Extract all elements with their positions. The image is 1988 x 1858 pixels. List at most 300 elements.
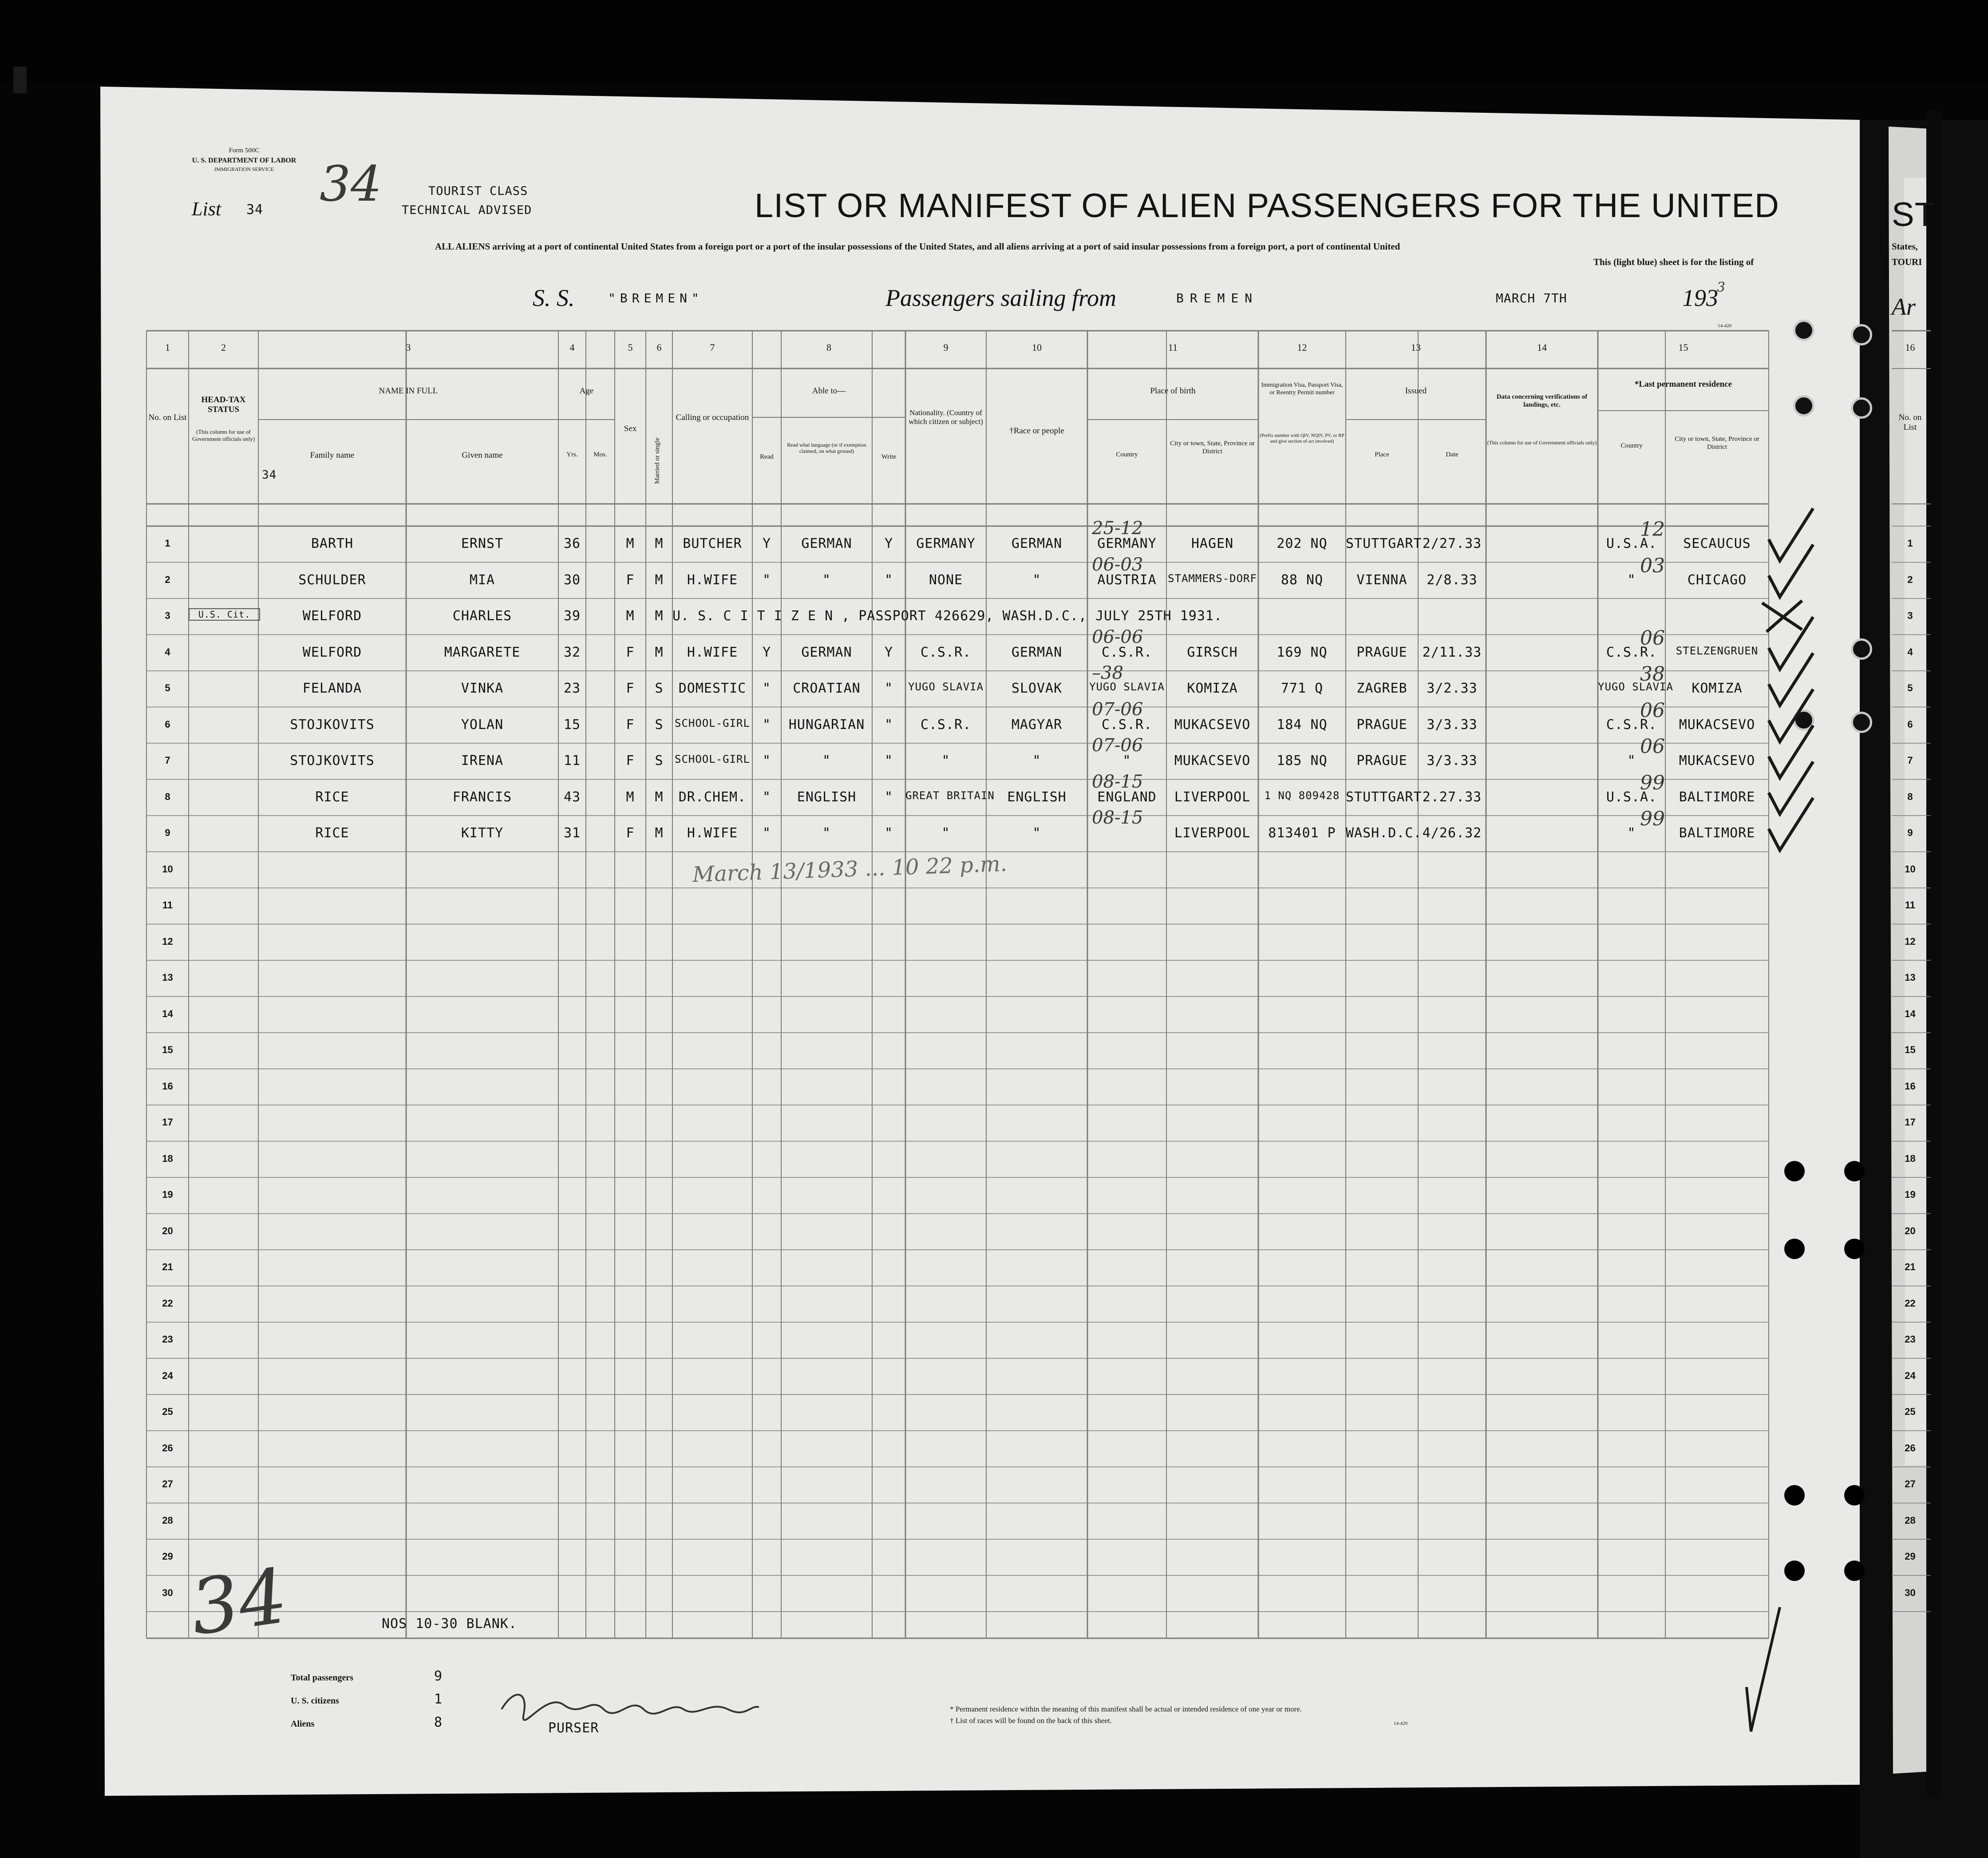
next-page-intro-2: TOURI	[1892, 257, 1922, 267]
occupation: BUTCHER	[683, 536, 742, 551]
column-number: 10	[1032, 342, 1042, 353]
issued-place: STUTTGART	[1346, 789, 1422, 805]
marital-status: S	[655, 717, 664, 733]
birth-city: GIRSCH	[1187, 644, 1238, 660]
family-name: SCHULDER	[298, 572, 366, 588]
handwritten-birth-code: 06-03	[1092, 554, 1143, 575]
sex: M	[626, 789, 635, 805]
marital-status: M	[655, 608, 664, 624]
handwritten-residence-code: 06	[1640, 735, 1665, 758]
age-years: 31	[563, 825, 581, 841]
next-page-arrival: Ar	[1892, 293, 1916, 320]
residence-country: C.S.R.	[1606, 717, 1657, 733]
header-nationality: Nationality. (Country of which citizen or subject)	[909, 408, 983, 426]
race: SLOVAK	[1011, 681, 1063, 696]
family-name: STOJKOVITS	[290, 717, 375, 733]
nationality: C.S.R.	[920, 717, 972, 733]
birth-country: GERMANY	[1097, 536, 1157, 551]
row-number-right: 5	[1907, 682, 1913, 693]
head-tax-status: U.S. Cit.	[189, 608, 260, 621]
can-read: "	[762, 572, 771, 588]
can-read: "	[762, 717, 771, 733]
issued-place: PRAGUE	[1356, 644, 1407, 660]
header-issued: Issued	[1405, 386, 1427, 396]
row-number: 23	[162, 1334, 173, 1345]
header-visa-note: (Prefix number with QIV, NQIV, PV, or RP and give section of act involved)	[1260, 433, 1344, 444]
header-visa-number: Immigration Visa, Passport Visa, or Reentry Permit number	[1261, 382, 1343, 396]
marital-status: M	[655, 825, 664, 841]
header-able-to: Able to—	[812, 386, 846, 396]
column-number: 4	[569, 342, 575, 353]
family-name: RICE	[315, 789, 349, 805]
sailing-year: 193	[1682, 285, 1718, 311]
row-number-right: 2	[1907, 574, 1913, 585]
read-language: HUNGARIAN	[788, 717, 865, 733]
can-write: "	[884, 681, 893, 696]
row-number-right: 4	[1907, 646, 1913, 658]
residence-country: "	[1627, 753, 1636, 769]
given-name: YOLAN	[461, 717, 504, 733]
birth-city: KOMIZA	[1187, 681, 1238, 696]
department-name: U. S. DEPARTMENT OF LABOR	[192, 157, 296, 164]
issued-place: PRAGUE	[1356, 753, 1407, 769]
occupation: DR.CHEM.	[678, 789, 747, 805]
given-name: KITTY	[461, 825, 504, 841]
row-number: 5	[165, 682, 170, 693]
given-name: CHARLES	[452, 608, 512, 624]
occupation: SCHOOL-GIRL	[675, 717, 750, 729]
us-citizen-note: U. S. C I T I Z E N , PASSPORT 426629, WASH.D.C., JULY 25TH 1931.	[672, 608, 1222, 624]
occupation: SCHOOL-GIRL	[675, 753, 750, 765]
read-language: "	[822, 825, 831, 841]
birth-city: LIVERPOOL	[1174, 825, 1251, 841]
sex: F	[626, 572, 635, 588]
birth-city: HAGEN	[1191, 536, 1234, 551]
issued-place: STUTTGART	[1346, 536, 1422, 551]
nationality: C.S.R.	[920, 644, 972, 660]
issued-date: 3/2.33	[1427, 681, 1478, 696]
column-number: 16	[1905, 342, 1915, 353]
row-number: 11	[162, 899, 173, 911]
header-read: Read	[760, 453, 774, 460]
row-number-right: 12	[1905, 935, 1916, 947]
list-number-handwritten: 34	[320, 155, 382, 212]
family-name: WELFORD	[302, 644, 362, 660]
issued-date: 2/27.33	[1422, 536, 1482, 551]
birth-city: LIVERPOOL	[1174, 789, 1251, 805]
residence-city: BALTIMORE	[1679, 825, 1755, 841]
header-head-tax-note: (This column for use of Government officials only)	[192, 428, 255, 442]
nationality: "	[941, 825, 950, 841]
issued-date: 3/3.33	[1427, 717, 1478, 733]
birth-city: MUKACSEVO	[1174, 753, 1251, 769]
can-read: Y	[762, 644, 771, 660]
can-write: "	[884, 753, 893, 769]
visa-number: 185 NQ	[1277, 753, 1328, 769]
column-number: 8	[826, 342, 831, 353]
birth-country: "	[1122, 753, 1131, 769]
column-number: 3	[406, 342, 411, 353]
read-language: CROATIAN	[793, 681, 861, 696]
header-read-language: Read what language (or if exemption claimed, on what ground)	[787, 442, 866, 455]
marital-status: S	[655, 681, 664, 696]
issued-date: 2/11.33	[1422, 644, 1482, 660]
nos-blank-note: NOS 10-30 BLANK.	[382, 1616, 517, 1632]
sailing-from-label: Passengers sailing from	[885, 285, 1117, 311]
list-label: List	[192, 198, 221, 220]
row-number-right: 30	[1905, 1587, 1916, 1598]
issued-date: 2/8.33	[1427, 572, 1478, 588]
row-number: 3	[165, 610, 170, 621]
header-issued-date: Date	[1446, 451, 1458, 458]
visa-number: 813401 P	[1268, 825, 1336, 841]
header-no-on-list-right: No. on List	[1898, 413, 1922, 432]
row-number: 14	[162, 1008, 173, 1019]
marital-status: S	[655, 753, 664, 769]
residence-city: SECAUCUS	[1683, 536, 1751, 551]
issued-place: PRAGUE	[1356, 717, 1407, 733]
read-language: GERMAN	[801, 644, 852, 660]
row-number: 21	[162, 1261, 173, 1272]
arrival-stamp-handwriting: March 13/1933 ... 10 22 p.m.	[692, 851, 1008, 887]
race: "	[1032, 753, 1041, 769]
row-number: 8	[165, 791, 170, 802]
row-number: 7	[165, 755, 170, 766]
occupation: H.WIFE	[687, 644, 738, 660]
handwritten-residence-code: 99	[1640, 808, 1665, 830]
manifest-title: LIST OR MANIFEST OF ALIEN PASSENGERS FOR THE UNITED	[755, 187, 1779, 225]
given-name: FRANCIS	[452, 789, 512, 805]
can-write: "	[884, 717, 893, 733]
header-write: Write	[881, 453, 897, 460]
handwritten-residence-code: 06	[1640, 699, 1665, 722]
row-number-right: 10	[1905, 863, 1916, 875]
aliens-value: 8	[434, 1715, 443, 1730]
residence-country: "	[1627, 825, 1636, 841]
age-years: 36	[563, 536, 581, 551]
row-number: 18	[162, 1153, 173, 1164]
visa-number: 202 NQ	[1277, 536, 1328, 551]
row-number-right: 22	[1905, 1297, 1916, 1309]
residence-city: MUKACSEVO	[1679, 753, 1755, 769]
row-number-right: 26	[1905, 1442, 1916, 1454]
sailing-year-hand: 3	[1717, 280, 1726, 295]
header-age: Age	[579, 386, 594, 396]
row-number-right: 28	[1905, 1514, 1916, 1526]
row-number-right: 23	[1905, 1334, 1916, 1345]
can-write: "	[884, 789, 893, 805]
row-number-right: 7	[1907, 755, 1913, 766]
row-number-right: 27	[1905, 1478, 1916, 1490]
row-number: 16	[162, 1080, 173, 1092]
header-occupation: Calling or occupation	[676, 413, 749, 422]
can-read: "	[762, 825, 771, 841]
birth-city: STAMMERS-DORF	[1168, 572, 1257, 585]
row-number-right: 20	[1905, 1225, 1916, 1236]
column-number: 13	[1411, 342, 1421, 353]
row-number: 24	[162, 1370, 173, 1381]
header-issued-place: Place	[1375, 451, 1389, 458]
footnote-races: † List of races will be found on the back of this sheet.	[950, 1716, 1112, 1725]
residence-city: BALTIMORE	[1679, 789, 1755, 805]
given-name: ERNST	[461, 536, 504, 551]
ship-name: "BREMEN"	[608, 291, 704, 305]
age-years: 15	[563, 717, 581, 733]
birth-country: ENGLAND	[1097, 789, 1157, 805]
nationality: "	[941, 753, 950, 769]
visa-number: 771 Q	[1281, 681, 1324, 696]
age-years: 23	[563, 681, 581, 696]
row-number-right: 21	[1905, 1261, 1916, 1272]
header-place-of-birth: Place of birth	[1150, 386, 1196, 396]
race: "	[1032, 572, 1041, 588]
given-name: VINKA	[461, 681, 504, 696]
class-line-2: TECHNICAL ADVISED	[402, 203, 532, 217]
row-number: 30	[162, 1587, 173, 1598]
final-check-mark	[1747, 1607, 1780, 1731]
read-language: "	[822, 753, 831, 769]
issued-date: 2.27.33	[1422, 789, 1482, 805]
row-number-right: 8	[1907, 791, 1913, 802]
nationality: NONE	[929, 572, 963, 588]
residence-country: U.S.A.	[1606, 789, 1657, 805]
intro-text-1: ALL ALIENS arriving at a port of continental United States from a foreign port or a port of the insular possessions of the United States, and all aliens arriving at a port of said insular possessions from a foreign port, a port of continental United	[435, 241, 1400, 252]
header-head-tax: HEAD-TAX STATUS	[201, 395, 246, 414]
family-name: FELANDA	[302, 681, 362, 696]
issued-place: ZAGREB	[1356, 681, 1407, 696]
margin-handwritten-34: 34	[185, 1552, 293, 1653]
row-number-right: 29	[1905, 1551, 1916, 1562]
sex: M	[626, 608, 635, 624]
total-passengers-label: Total passengers	[291, 1673, 353, 1683]
occupation: H.WIFE	[687, 825, 738, 841]
row-number: 4	[165, 646, 170, 658]
row-number-right: 9	[1907, 827, 1913, 838]
sex: F	[626, 753, 635, 769]
residence-country: "	[1627, 572, 1636, 588]
family-name: STOJKOVITS	[290, 753, 375, 769]
next-page-intro-1: States,	[1892, 241, 1918, 252]
row-number: 26	[162, 1442, 173, 1454]
age-years: 39	[563, 608, 581, 624]
departure-port: BREMEN	[1176, 291, 1259, 305]
header-birth-country: Country	[1116, 451, 1138, 458]
header-last-residence: *Last permanent residence	[1634, 380, 1732, 389]
family-name: RICE	[315, 825, 349, 841]
row-number: 9	[165, 827, 170, 838]
residence-country: C.S.R.	[1606, 644, 1657, 660]
header-no-on-list: No. on List	[148, 413, 187, 422]
can-read: "	[762, 789, 771, 805]
column-number: 11	[1168, 342, 1178, 353]
ss-label: S. S.	[533, 285, 575, 311]
handwritten-residence-code: 12	[1640, 518, 1665, 541]
row-number-right: 15	[1905, 1044, 1916, 1055]
handwritten-birth-code: 25-12	[1092, 518, 1143, 539]
race: ENGLISH	[1007, 789, 1067, 805]
birth-country: C.S.R.	[1101, 717, 1153, 733]
residence-city: CHICAGO	[1687, 572, 1747, 588]
nationality: GREAT BRITAIN	[905, 789, 995, 802]
read-language: GERMAN	[801, 536, 852, 551]
row-number: 19	[162, 1189, 173, 1200]
next-page-title: ST	[1892, 196, 1936, 234]
handwritten-residence-code: 03	[1640, 554, 1665, 577]
row-number-right: 19	[1905, 1189, 1916, 1200]
family-name: WELFORD	[302, 608, 362, 624]
given-name: IRENA	[461, 753, 504, 769]
marital-status: M	[655, 789, 664, 805]
handwritten-birth-code: 08-15	[1092, 771, 1143, 792]
column-number: 2	[221, 342, 226, 353]
column-number: 14	[1537, 342, 1547, 353]
residence-country: YUGO SLAVIA	[1598, 681, 1673, 693]
handwritten-birth-code: 07-06	[1092, 699, 1143, 720]
intro-text-2: This (light blue) sheet is for the listing of	[1593, 257, 1754, 267]
us-citizens-label: U. S. citizens	[291, 1696, 339, 1706]
visa-number: 88 NQ	[1281, 572, 1324, 588]
row-number: 17	[162, 1117, 173, 1128]
race: "	[1032, 825, 1041, 841]
age-years: 11	[563, 753, 581, 769]
row-number: 13	[162, 972, 173, 983]
birth-country: AUSTRIA	[1097, 572, 1157, 588]
purser-label: PURSER	[548, 1720, 599, 1736]
row-number-right: 24	[1905, 1370, 1916, 1381]
row-number-right: 16	[1905, 1080, 1916, 1092]
birth-country: C.S.R.	[1101, 644, 1153, 660]
row-number: 1	[165, 538, 170, 549]
can-read: "	[762, 681, 771, 696]
head-tax-mark: 34	[262, 468, 277, 482]
handwritten-birth-code: 06-06	[1092, 626, 1143, 647]
residence-city: STELZENGRUEN	[1676, 644, 1759, 657]
can-read: "	[762, 753, 771, 769]
handwritten-residence-code: 99	[1640, 771, 1665, 794]
handwritten-birth-code: 07-06	[1092, 735, 1143, 756]
x-mark	[1762, 601, 1802, 632]
given-name: MIA	[469, 572, 495, 588]
issued-place: WASH.D.C.	[1346, 825, 1422, 841]
issued-date: 3/3.33	[1427, 753, 1478, 769]
age-years: 32	[563, 644, 581, 660]
given-name: MARGARETE	[444, 644, 521, 660]
list-number: 34	[246, 202, 264, 218]
nationality: YUGO SLAVIA	[908, 681, 984, 693]
can-write: "	[884, 825, 893, 841]
service-name: IMMIGRATION SERVICE	[214, 166, 274, 172]
row-number: 2	[165, 574, 170, 585]
class-line-1: TOURIST CLASS	[428, 184, 528, 198]
header-age-yrs: Yrs.	[566, 451, 578, 458]
sex: F	[626, 681, 635, 696]
handwritten-residence-code: 06	[1640, 626, 1665, 650]
residence-city: KOMIZA	[1692, 681, 1743, 696]
can-write: Y	[884, 536, 893, 551]
column-number: 15	[1678, 342, 1688, 353]
marital-status: M	[655, 572, 664, 588]
row-number: 12	[162, 935, 173, 947]
age-years: 43	[563, 789, 581, 805]
footnote-residence: * Permanent residence within the meaning of this manifest shall be actual or intended residence of one year or more.	[950, 1705, 1302, 1713]
handwritten-residence-code: 38	[1640, 663, 1665, 685]
can-read: Y	[762, 536, 771, 551]
column-number: 1	[165, 342, 170, 353]
header-given-name: Given name	[462, 451, 503, 460]
birth-city: MUKACSEVO	[1174, 717, 1251, 733]
can-write: Y	[884, 644, 893, 660]
visa-number: 184 NQ	[1277, 717, 1328, 733]
header-family-name: Family name	[310, 451, 355, 460]
row-number: 27	[162, 1478, 173, 1490]
visa-number: 169 NQ	[1277, 644, 1328, 660]
header-race: †Race or people	[1009, 426, 1064, 436]
column-number: 6	[656, 342, 662, 353]
can-write: "	[884, 572, 893, 588]
row-number-right: 18	[1905, 1153, 1916, 1164]
header-birth-city: City or town, State, Province or District	[1170, 440, 1255, 455]
header-residence-city: City or town, State, Province or District	[1675, 436, 1759, 451]
family-name: BARTH	[311, 536, 354, 551]
row-number: 6	[165, 718, 170, 730]
row-number-right: 13	[1905, 972, 1916, 983]
aliens-label: Aliens	[291, 1719, 315, 1729]
sailing-date: MARCH 7TH	[1496, 291, 1567, 305]
residence-country: U.S.A.	[1606, 536, 1657, 551]
occupation: DOMESTIC	[678, 681, 747, 696]
header-name-in-full: NAME IN FULL	[379, 386, 438, 396]
header-sex: Sex	[624, 424, 637, 433]
sex: F	[626, 825, 635, 841]
read-language: ENGLISH	[797, 789, 857, 805]
marital-status: M	[655, 644, 664, 660]
row-number: 25	[162, 1406, 173, 1417]
footnote-code: 14-420	[1394, 1721, 1408, 1726]
row-number: 28	[162, 1514, 173, 1526]
race: MAGYAR	[1011, 717, 1063, 733]
column-number: 7	[710, 342, 715, 353]
column-number: 12	[1297, 342, 1307, 353]
row-number-right: 1	[1907, 538, 1913, 549]
age-years: 30	[563, 572, 581, 588]
issued-place: VIENNA	[1356, 572, 1407, 588]
marital-status: M	[655, 536, 664, 551]
column-number: 5	[628, 342, 633, 353]
row-number-right: 3	[1907, 610, 1913, 621]
birth-country: YUGO SLAVIA	[1089, 681, 1165, 693]
row-number: 29	[162, 1551, 173, 1562]
visa-number: 1 NQ 809428	[1264, 789, 1340, 802]
column-number: 9	[943, 342, 949, 353]
issued-date: 4/26.32	[1422, 825, 1482, 841]
small-code-top: 14-420	[1718, 323, 1732, 329]
header-age-mos: Mos.	[593, 451, 607, 458]
row-number-right: 14	[1905, 1008, 1916, 1019]
row-number-right: 11	[1905, 899, 1916, 911]
sex: F	[626, 644, 635, 660]
row-number: 15	[162, 1044, 173, 1055]
header-married-single: Married or single	[654, 437, 661, 484]
read-language: "	[822, 572, 831, 588]
header-verification-note: (This column for use of Government officials only)	[1487, 440, 1597, 446]
total-passengers-value: 9	[434, 1668, 443, 1684]
handwritten-birth-code: –38	[1092, 663, 1123, 683]
row-number-right: 17	[1905, 1117, 1916, 1128]
residence-city: MUKACSEVO	[1679, 717, 1755, 733]
row-number: 20	[162, 1225, 173, 1236]
us-citizens-value: 1	[434, 1692, 443, 1707]
row-number-right: 25	[1905, 1406, 1916, 1417]
